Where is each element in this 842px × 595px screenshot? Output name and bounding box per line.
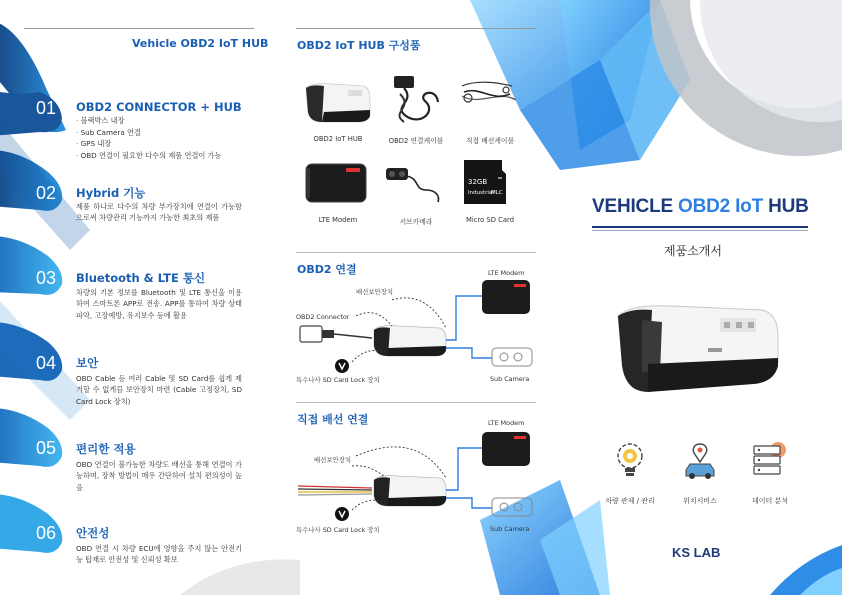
feature-number-1: 01 <box>36 98 57 118</box>
obd-subcam-label: Sub Camera <box>490 375 530 383</box>
sdcard-line2: MLC <box>491 190 503 196</box>
title-underline <box>592 226 808 228</box>
document-subtitle: 제품소개서 <box>664 244 722 258</box>
obd-lock-label: 특수나사 SD Card Lock 장치 <box>296 376 380 384</box>
bullet-item: · GPS 내장 <box>76 138 222 150</box>
feature-number-5: 05 <box>36 438 57 458</box>
feature-title-6: 안전성 <box>76 526 110 540</box>
component-obd-cable-image <box>386 72 444 128</box>
company-name: KS LAB <box>672 545 721 560</box>
car-location-icon <box>680 440 720 480</box>
component-direct-cable-image <box>456 76 522 128</box>
feature-title-1: OBD2 CONNECTOR + HUB <box>76 100 242 114</box>
feature-number-2: 02 <box>36 183 57 203</box>
feature-number-4: 04 <box>36 353 57 373</box>
feature-desc-4: OBD Cable 등 여러 Cable 및 SD Card를 쉽게 제거할 수 없게끔 보안장치 마련 (Cable 고정장치, SD Card Lock 장치) <box>76 374 242 406</box>
title-suffix: HUB <box>763 196 809 217</box>
component-caption: 서브카메라 <box>399 218 433 226</box>
component-caption: Micro SD Card <box>465 216 515 224</box>
server-icon <box>750 440 790 480</box>
obd-section-title: OBD2 연결 <box>297 263 357 276</box>
obd-section-rule <box>296 252 536 253</box>
feature-number-3: 03 <box>36 268 57 288</box>
direct-wiring-diagram <box>296 426 542 526</box>
component-caption: 직접 배선케이블 <box>465 137 515 145</box>
title-highlight: OBD2 IoT <box>678 196 763 217</box>
component-caption: LTE Modem <box>318 216 358 224</box>
component-caption: OBD2 IoT HUB <box>313 135 363 143</box>
direct-security-label: 배선보안장치 <box>314 456 352 464</box>
direct-lte-label: LTE Modem <box>488 419 525 427</box>
feature-title-5: 편리한 적용 <box>76 442 136 456</box>
obd-connector-label: OBD2 Connector <box>296 313 350 321</box>
bullet-item: · 블랙박스 내장 <box>76 115 222 127</box>
component-caption: OBD2 연결케이블 <box>388 137 444 145</box>
obd-security-label: 배선보안장치 <box>356 288 394 296</box>
feature-number-6: 06 <box>36 523 57 543</box>
icon-caption-fleet: 차량 관제 / 관리 <box>605 497 655 505</box>
direct-section-rule <box>296 402 536 403</box>
direct-section-title: 직접 배선 연결 <box>297 413 369 426</box>
middle-top-rule <box>296 28 536 29</box>
product-hero-image <box>612 296 784 400</box>
icon-caption-data: 데이터 분석 <box>751 497 789 505</box>
left-header: Vehicle OBD2 IoT HUB <box>132 37 269 50</box>
component-subcamera-image <box>380 160 446 206</box>
feature-title-2: Hybrid 기능 <box>76 186 146 200</box>
components-title: OBD2 IoT HUB 구성품 <box>297 39 421 52</box>
feature-desc-2: 제품 하나로 다수의 차량 부가장치에 연결이 가능함으로써 차량관리 기능까지 가능한 최초의 제품 <box>76 202 242 223</box>
feature-bullets-1 <box>76 115 222 161</box>
component-sdcard-image <box>458 158 518 206</box>
sdcard-capacity: 32GB <box>468 178 488 186</box>
gear-bulb-icon <box>612 440 648 480</box>
title-prefix: VEHICLE <box>592 196 679 217</box>
direct-lock-label: 특수나사 SD Card Lock 장치 <box>296 526 380 534</box>
left-top-rule <box>24 28 254 29</box>
feature-desc-3: 차량의 기본 정보를 Bluetooth 및 LTE 통신을 이용하여 스마트폰 APP로 전송. APP를 통하여 차량 상태 파악, 고장예방, 유지보수 등에 활용 <box>76 288 242 320</box>
product-title <box>592 196 809 218</box>
sdcard-line1: Industrial <box>468 190 494 196</box>
title-underline-thin <box>592 230 808 231</box>
bullet-item: · Sub Camera 연결 <box>76 127 222 139</box>
obd-lte-label: LTE Modem <box>488 269 525 277</box>
direct-subcam-label: Sub Camera <box>490 525 530 533</box>
icon-caption-location: 위치서비스 <box>683 497 717 505</box>
component-lte-modem-image <box>302 160 370 206</box>
bullet-item: · OBD 연결이 필요한 다수의 제품 연결이 가능 <box>76 150 222 162</box>
obd-connection-diagram <box>296 276 542 376</box>
feature-title-3: Bluetooth & LTE 통신 <box>76 271 206 285</box>
feature-title-4: 보안 <box>76 356 99 370</box>
feature-desc-6: OBD 연결 시 차량 ECU에 영향을 주지 않는 안전기능 탑재로 안전성 및 신뢰성 확보 <box>76 544 242 565</box>
feature-desc-5: OBD 연결이 불가능한 차량도 배선을 통해 연결이 가능하며, 장착 방법이 매우 간단하여 설치 편의성이 높음 <box>76 460 242 492</box>
component-hub-image <box>302 78 372 128</box>
